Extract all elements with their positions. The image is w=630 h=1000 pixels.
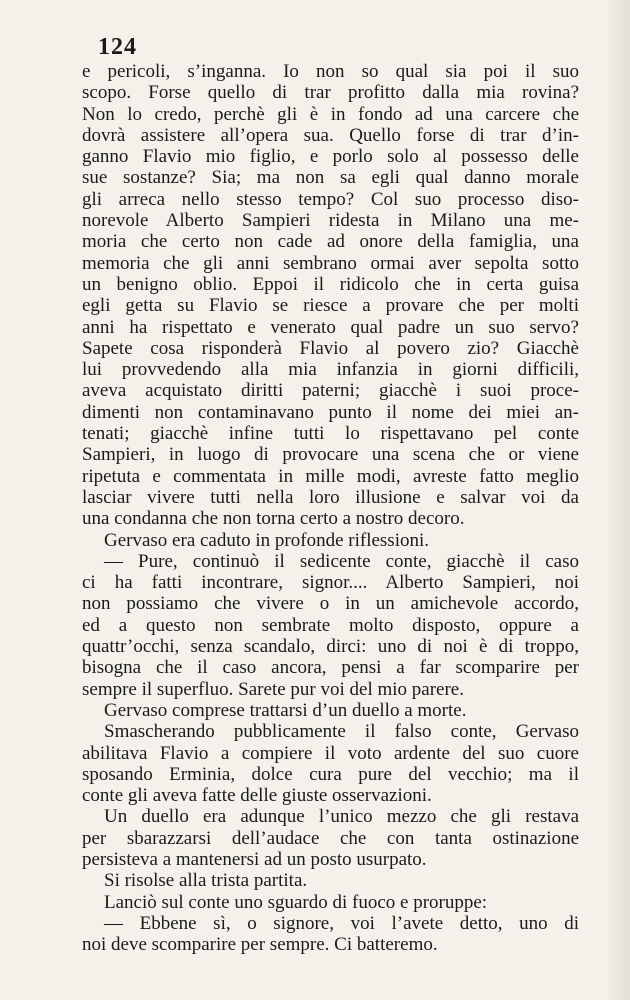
text-line: un benigno oblio. Eppoi il ridicolo che in certa guisa [82, 273, 579, 295]
text-line: sposando Erminia, dolce cura pure del vecchio; ma il [82, 763, 579, 785]
text-line: Gervaso era caduto in profonde riflessioni. [104, 529, 430, 551]
text-line: Si risolse alla trista partita. [104, 870, 308, 892]
text-line: Non lo credo, perchè gli è in fondo ad una carcere che [82, 103, 579, 125]
text-line: noi deve scomparire per sempre. Ci batteremo. [82, 934, 438, 956]
text-line: lasciar vivere tutti nella loro illusione e salvar voi da [82, 486, 579, 508]
text-line: anni ha rispettato e venerato qual padre un suo servo? [82, 316, 579, 338]
text-line: scopo. Forse quello di trar profitto dalla mia rovina? [82, 82, 579, 104]
text-line: Sampieri, in luogo di provocare una scena che or viene [82, 444, 579, 466]
text-line: conte gli aveva fatte delle giuste osservazioni. [82, 785, 432, 807]
text-line: non possiamo che vivere o in un amichevole accordo, [82, 593, 579, 615]
text-line: dimenti non contaminavano punto il nome dei miei an- [82, 401, 579, 423]
text-line: — Ebbene sì, o signore, voi l’avete detto, uno di [104, 912, 579, 934]
text-line: Sapete cosa risponderà Flavio al povero zio? Giacchè [82, 337, 579, 359]
text-line: memoria che gli anni sembrano ormai aver sepolta sotto [82, 252, 579, 274]
text-line: egli getta su Flavio se riesce a provare che per molti [82, 295, 579, 317]
text-line: abilitava Flavio a compiere il voto ardente del suo cuore [82, 742, 579, 764]
text-line: una condanna che non torna certo a nostro decoro. [82, 508, 465, 530]
text-line: Gervaso comprese trattarsi d’un duello a morte. [104, 699, 467, 721]
text-line: Un duello era adunque l’unico mezzo che gli restava [104, 806, 579, 828]
text-line: ripetuta e commentata in mille modi, avreste fatto meglio [82, 465, 579, 487]
text-line: lui provvedendo alla mia infanzia in giorni difficili, [82, 359, 579, 381]
text-line: Lanciò sul conte uno sguardo di fuoco e proruppe: [104, 891, 488, 913]
text-line: ci ha fatti incontrare, signor.... Alberto Sampieri, noi [82, 572, 579, 594]
text-line: norevole Alberto Sampieri ridesta in Milano una me- [82, 210, 579, 232]
text-line: persisteva a mantenersi ad un posto usurpato. [82, 848, 427, 870]
text-line: tenati; giacchè infine tutti lo rispettavano pel conte [82, 423, 579, 445]
page-number: 124 [98, 34, 137, 60]
body-text [82, 61, 579, 955]
text-line: aveva acquistato diritti paterni; giacchè i suoi proce- [82, 380, 579, 402]
text-line: moria che certo non cade ad onore della famiglia, una [82, 231, 579, 253]
text-line: ed a questo non sembrate molto disposto, oppure a [82, 614, 579, 636]
text-line: dovrà assistere all’opera sua. Quello forse di trar d’in- [82, 124, 579, 146]
text-line: Smascherando pubblicamente il falso conte, Gervaso [104, 721, 579, 743]
text-line: gli arreca nello stesso tempo? Col suo processo diso- [82, 188, 579, 210]
text-line: bisogna che il caso ancora, pensi a far scomparire per [82, 657, 579, 679]
text-line: quattr’occhi, senza scandalo, dirci: uno di noi è di troppo, [82, 636, 579, 658]
text-line: ganno Flavio mio figlio, e porlo solo al possesso delle [82, 146, 579, 168]
text-line: — Pure, continuò il sedicente conte, giacchè il caso [104, 550, 579, 572]
text-line: e pericoli, s’inganna. Io non so qual sia poi il suo [82, 61, 579, 82]
page-edge [608, 0, 630, 1000]
text-line: per sbarazzarsi dell’audace che con tanta ostinazione [82, 827, 579, 849]
text-line: sue sostanze? Sia; ma non sa egli qual danno morale [82, 167, 579, 189]
text-line: sempre il superfluo. Sarete pur voi del mio parere. [82, 678, 464, 700]
